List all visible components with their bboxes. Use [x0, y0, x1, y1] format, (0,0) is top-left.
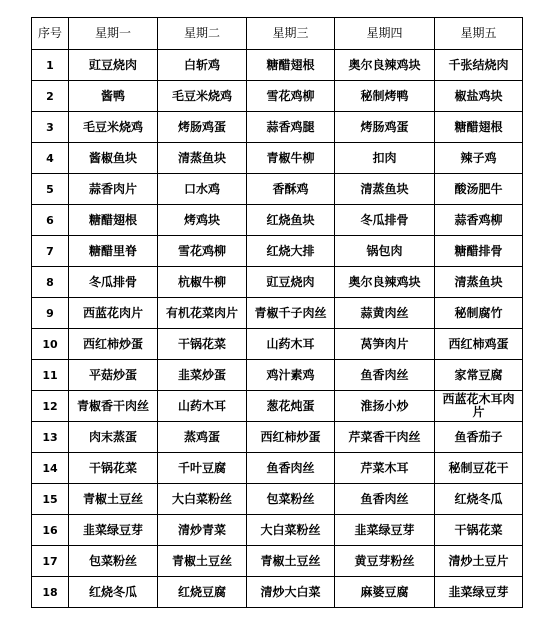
dish-cell: 西蓝花木耳肉片	[435, 391, 523, 422]
table-row	[32, 267, 523, 298]
table-row	[32, 236, 523, 267]
table-row	[32, 577, 523, 608]
dish-cell: 糖醋翅根	[247, 50, 335, 81]
dish-cell: 清炒大白菜	[247, 577, 335, 608]
dish-cell: 青椒千子肉丝	[247, 298, 335, 329]
dish-cell: 鱼香肉丝	[247, 453, 335, 484]
dish-cell: 淮扬小炒	[335, 391, 435, 422]
dish-cell: 烤肠鸡蛋	[158, 112, 247, 143]
dish-cell: 红烧冬瓜	[69, 577, 158, 608]
dish-cell: 酱椒鱼块	[69, 143, 158, 174]
dish-cell: 西红柿鸡蛋	[435, 329, 523, 360]
row-index-cell: 2	[32, 81, 69, 112]
dish-cell: 红烧冬瓜	[435, 484, 523, 515]
dish-cell: 韭菜炒蛋	[158, 360, 247, 391]
dish-cell: 干锅花菜	[69, 453, 158, 484]
row-index-cell: 7	[32, 236, 69, 267]
dish-cell: 毛豆米烧鸡	[69, 112, 158, 143]
dish-cell: 蒜黄肉丝	[335, 298, 435, 329]
dish-cell: 奥尔良辣鸡块	[335, 50, 435, 81]
dish-cell: 秘制烤鸭	[335, 81, 435, 112]
row-index-cell: 14	[32, 453, 69, 484]
dish-cell: 烤肠鸡蛋	[335, 112, 435, 143]
dish-cell: 口水鸡	[158, 174, 247, 205]
column-header-index: 序号	[32, 18, 69, 50]
table-row	[32, 329, 523, 360]
dish-cell: 韭菜绿豆芽	[435, 577, 523, 608]
dish-cell: 红烧鱼块	[247, 205, 335, 236]
row-index-cell: 9	[32, 298, 69, 329]
table-row	[32, 298, 523, 329]
dish-cell: 蒸鸡蛋	[158, 422, 247, 453]
dish-cell: 韭菜绿豆芽	[69, 515, 158, 546]
dish-cell: 千叶豆腐	[158, 453, 247, 484]
table-row	[32, 453, 523, 484]
dish-cell: 西红柿炒蛋	[247, 422, 335, 453]
dish-cell: 糖醋里脊	[69, 236, 158, 267]
dish-cell: 雪花鸡柳	[158, 236, 247, 267]
table-row	[32, 205, 523, 236]
table-row	[32, 143, 523, 174]
dish-cell: 红烧大排	[247, 236, 335, 267]
row-index-cell: 6	[32, 205, 69, 236]
table-row	[32, 484, 523, 515]
table-row	[32, 515, 523, 546]
row-index-cell: 8	[32, 267, 69, 298]
dish-cell: 蒜香肉片	[69, 174, 158, 205]
row-index-cell: 10	[32, 329, 69, 360]
dish-cell: 鱼香肉丝	[335, 484, 435, 515]
dish-cell: 山药木耳	[247, 329, 335, 360]
column-header-thursday: 星期四	[335, 18, 435, 50]
dish-cell: 毛豆米烧鸡	[158, 81, 247, 112]
dish-cell: 秘制豆花干	[435, 453, 523, 484]
column-header-wednesday: 星期三	[247, 18, 335, 50]
row-index-cell: 18	[32, 577, 69, 608]
dish-cell: 蒜香鸡柳	[435, 205, 523, 236]
dish-cell: 清炒土豆片	[435, 546, 523, 577]
column-header-monday: 星期一	[69, 18, 158, 50]
dish-cell: 清蒸鱼块	[335, 174, 435, 205]
menu-table	[31, 17, 523, 608]
dish-cell: 雪花鸡柳	[247, 81, 335, 112]
dish-cell: 糖醋翅根	[435, 112, 523, 143]
dish-cell: 豇豆烧肉	[69, 50, 158, 81]
dish-cell: 平菇炒蛋	[69, 360, 158, 391]
row-index-cell: 15	[32, 484, 69, 515]
dish-cell: 红烧豆腐	[158, 577, 247, 608]
dish-cell: 黄豆芽粉丝	[335, 546, 435, 577]
row-index-cell: 1	[32, 50, 69, 81]
dish-cell: 糖醋翅根	[69, 205, 158, 236]
dish-cell: 葱花炖蛋	[247, 391, 335, 422]
dish-cell: 芹菜木耳	[335, 453, 435, 484]
dish-cell: 酸汤肥牛	[435, 174, 523, 205]
dish-cell: 蒜香鸡腿	[247, 112, 335, 143]
dish-cell: 秘制腐竹	[435, 298, 523, 329]
dish-cell: 青椒土豆丝	[247, 546, 335, 577]
dish-cell: 锅包肉	[335, 236, 435, 267]
row-index-cell: 13	[32, 422, 69, 453]
dish-cell: 杭椒牛柳	[158, 267, 247, 298]
dish-cell: 干锅花菜	[158, 329, 247, 360]
table-row	[32, 360, 523, 391]
dish-cell: 家常豆腐	[435, 360, 523, 391]
dish-cell: 烤鸡块	[158, 205, 247, 236]
dish-cell: 扣肉	[335, 143, 435, 174]
row-index-cell: 12	[32, 391, 69, 422]
table-row	[32, 391, 523, 422]
dish-cell: 鱼香肉丝	[335, 360, 435, 391]
table-row	[32, 112, 523, 143]
row-index-cell: 5	[32, 174, 69, 205]
table-body	[32, 50, 523, 608]
column-header-tuesday: 星期二	[158, 18, 247, 50]
dish-cell: 麻婆豆腐	[335, 577, 435, 608]
dish-cell: 青椒土豆丝	[158, 546, 247, 577]
dish-cell: 清蒸鱼块	[435, 267, 523, 298]
dish-cell: 包菜粉丝	[247, 484, 335, 515]
column-header-friday: 星期五	[435, 18, 523, 50]
header-row	[32, 18, 523, 50]
dish-cell: 干锅花菜	[435, 515, 523, 546]
row-index-cell: 16	[32, 515, 69, 546]
dish-cell: 包菜粉丝	[69, 546, 158, 577]
table-row	[32, 174, 523, 205]
dish-cell: 千张结烧肉	[435, 50, 523, 81]
dish-cell: 酱鸭	[69, 81, 158, 112]
dish-cell: 鱼香茄子	[435, 422, 523, 453]
dish-cell: 大白菜粉丝	[247, 515, 335, 546]
dish-cell: 清炒青菜	[158, 515, 247, 546]
dish-cell: 青椒牛柳	[247, 143, 335, 174]
dish-cell: 大白菜粉丝	[158, 484, 247, 515]
dish-cell: 西蓝花肉片	[69, 298, 158, 329]
dish-cell: 冬瓜排骨	[69, 267, 158, 298]
dish-cell: 椒盐鸡块	[435, 81, 523, 112]
row-index-cell: 3	[32, 112, 69, 143]
dish-cell: 芹菜香干肉丝	[335, 422, 435, 453]
dish-cell: 山药木耳	[158, 391, 247, 422]
row-index-cell: 11	[32, 360, 69, 391]
row-index-cell: 17	[32, 546, 69, 577]
dish-cell: 肉末蒸蛋	[69, 422, 158, 453]
dish-cell: 莴笋肉片	[335, 329, 435, 360]
dish-cell: 白斩鸡	[158, 50, 247, 81]
dish-cell: 香酥鸡	[247, 174, 335, 205]
dish-cell: 豇豆烧肉	[247, 267, 335, 298]
dish-cell: 辣子鸡	[435, 143, 523, 174]
row-index-cell: 4	[32, 143, 69, 174]
dish-cell: 青椒香干肉丝	[69, 391, 158, 422]
dish-cell: 糖醋排骨	[435, 236, 523, 267]
dish-cell: 青椒土豆丝	[69, 484, 158, 515]
dish-cell: 西红柿炒蛋	[69, 329, 158, 360]
table-row	[32, 546, 523, 577]
table-row	[32, 50, 523, 81]
dish-cell: 韭菜绿豆芽	[335, 515, 435, 546]
dish-cell: 奥尔良辣鸡块	[335, 267, 435, 298]
table-row	[32, 422, 523, 453]
dish-cell: 冬瓜排骨	[335, 205, 435, 236]
dish-cell: 有机花菜肉片	[158, 298, 247, 329]
table-row	[32, 81, 523, 112]
dish-cell: 清蒸鱼块	[158, 143, 247, 174]
dish-cell: 鸡汁素鸡	[247, 360, 335, 391]
